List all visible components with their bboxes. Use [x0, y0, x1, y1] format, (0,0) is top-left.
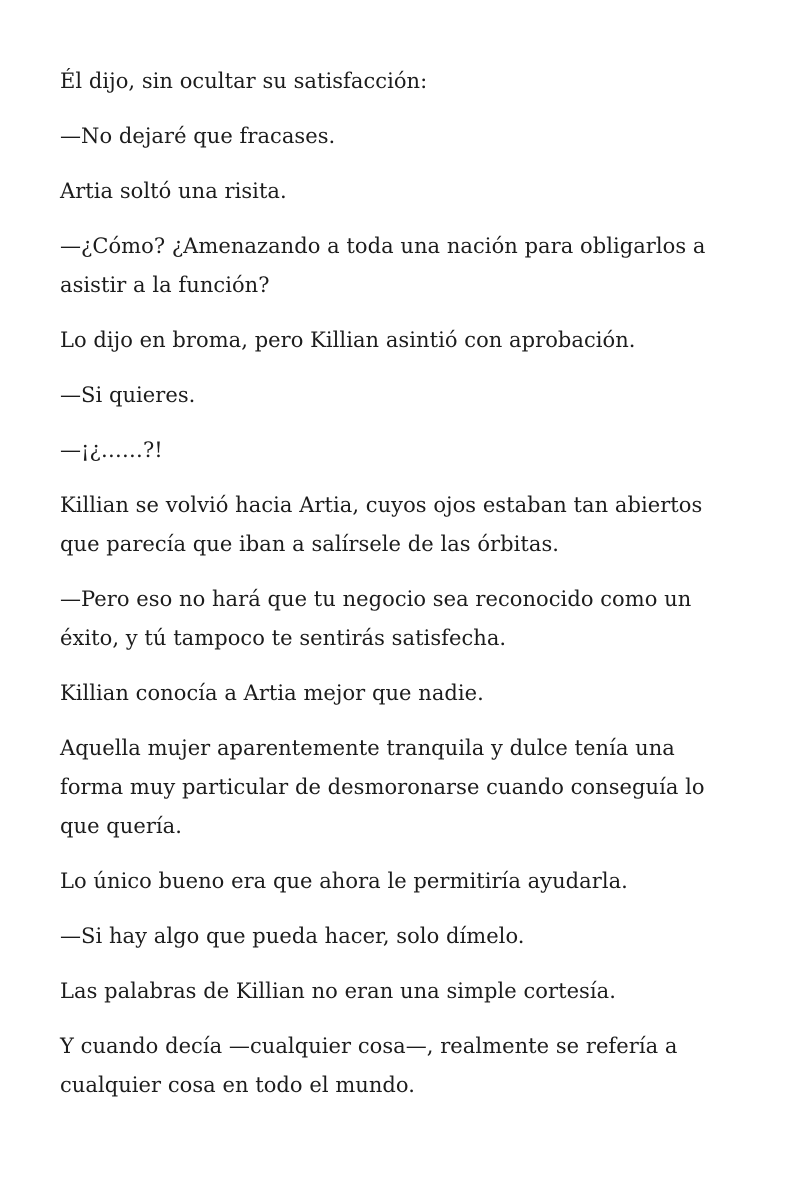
paragraph-4: —¿Cómo? ¿Amenazando a toda una nación para obligarlos a asistir a la función?: [60, 234, 706, 297]
paragraph-5: Lo dijo en broma, pero Killian asintió con aprobación.: [60, 328, 636, 352]
paragraph-10: Killian conocía a Artia mejor que nadie.: [60, 681, 484, 705]
paragraph-13: —Si hay algo que pueda hacer, solo dímelo.: [60, 924, 525, 948]
paragraph-12: Lo único bueno era que ahora le permitiría ayudarla.: [60, 869, 628, 893]
paragraph-1: Él dijo, sin ocultar su satisfacción:: [60, 69, 428, 93]
paragraph-3: Artia soltó una risita.: [60, 179, 287, 203]
paragraph-6: —Si quieres.: [60, 383, 196, 407]
paragraph-14: Las palabras de Killian no eran una simple cortesía.: [60, 979, 616, 1003]
paragraph-8: Killian se volvió hacia Artia, cuyos ojos estaban tan abiertos que parecía que iban a salírsele de las órbitas.: [60, 493, 703, 556]
paragraph-7: —¡¿……?!: [60, 438, 163, 462]
paragraph-9: —Pero eso no hará que tu negocio sea reconocido como un éxito, y tú tampoco te sentirás satisfecha.: [60, 587, 692, 650]
paragraph-15: Y cuando decía —cualquier cosa—, realmente se refería a cualquier cosa en todo el mundo.: [60, 1034, 678, 1097]
paragraph-11: Aquella mujer aparentemente tranquila y dulce tenía una forma muy particular de desmoronarse cuando conseguía lo que quería.: [60, 736, 705, 838]
paragraph-2: —No dejaré que fracases.: [60, 124, 336, 148]
